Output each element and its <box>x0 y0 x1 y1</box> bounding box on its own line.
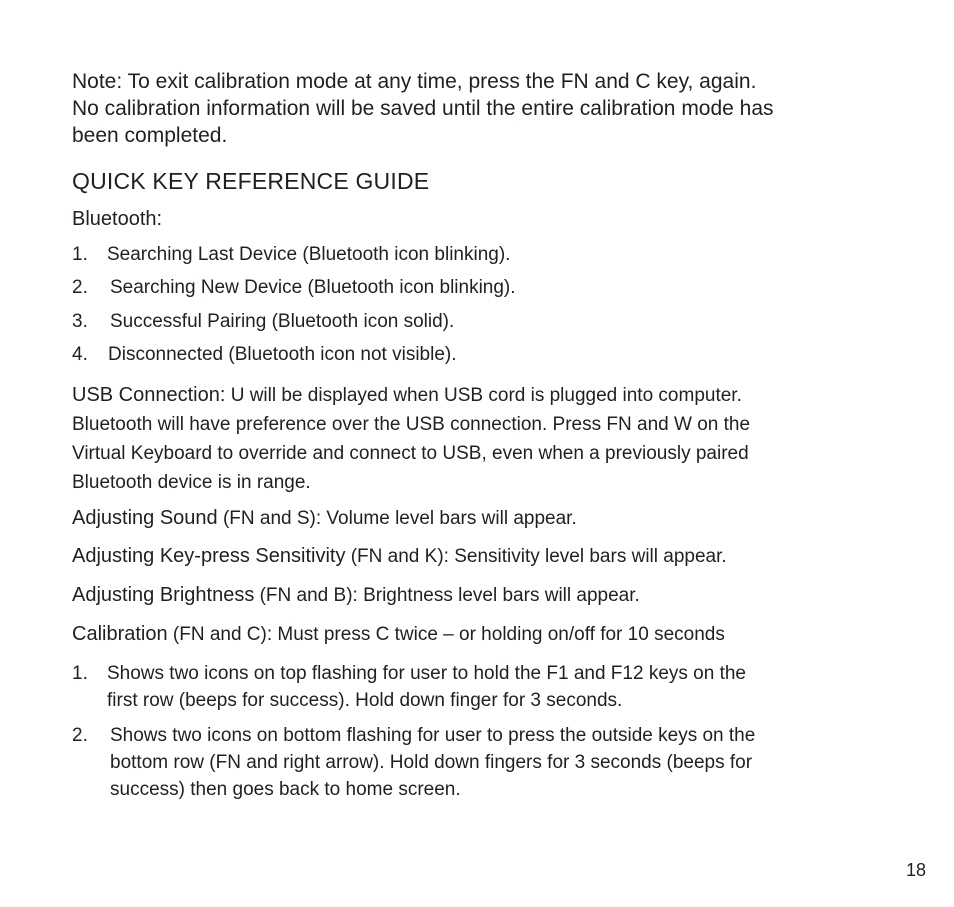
list-text <box>110 722 755 803</box>
list-text: Successful Pairing (Bluetooth icon solid). <box>110 311 455 332</box>
list-number: 2. <box>72 277 88 298</box>
list-text: Disconnected (Bluetooth icon not visible). <box>108 344 457 365</box>
list-text-line: Shows two icons on top flashing for user to hold the F1 and F12 keys on the <box>107 663 746 684</box>
brightness-text: (FN and B): Brightness level bars will appear. <box>254 585 640 606</box>
note-line: Note: To exit calibration mode at any time, press the FN and C key, again. <box>72 70 757 93</box>
brightness-entry <box>72 584 640 607</box>
usb-paragraph <box>72 381 750 497</box>
list-number: 2. <box>72 725 88 746</box>
calibration-list-item <box>72 660 746 714</box>
list-number: 1. <box>72 244 88 265</box>
usb-first-line <box>72 381 750 410</box>
usb-line: Bluetooth device is in range. <box>72 472 311 493</box>
sensitivity-text: (FN and K): Sensitivity level bars will appear. <box>345 546 727 567</box>
note-paragraph <box>72 68 774 149</box>
list-text-line: first row (beeps for success). Hold down finger for 3 seconds. <box>107 690 623 711</box>
bluetooth-list-item <box>72 244 510 266</box>
page-number: 18 <box>906 860 927 880</box>
calibration-text: (FN and C): Must press C twice – or holding on/off for 10 seconds <box>167 624 725 645</box>
bluetooth-label: Bluetooth: <box>72 208 163 230</box>
bluetooth-list-item <box>72 311 454 333</box>
list-text-line: bottom row (FN and right arrow). Hold down fingers for 3 seconds (beeps for <box>110 752 753 773</box>
calibration-list-item <box>72 722 755 803</box>
sensitivity-lead: Adjusting Key-press Sensitivity <box>72 545 346 567</box>
calibration-lead: Calibration <box>72 623 168 645</box>
usb-text: U will be displayed when USB cord is plugged into computer. <box>225 385 742 406</box>
bluetooth-list-item <box>72 277 516 299</box>
calibration-entry <box>72 623 725 646</box>
sound-entry <box>72 507 577 530</box>
note-line: No calibration information will be saved until the entire calibration mode has <box>72 97 774 120</box>
bluetooth-list-item <box>72 344 457 366</box>
note-line: been completed. <box>72 124 228 147</box>
section-heading: QUICK KEY REFERENCE GUIDE <box>72 168 430 194</box>
usb-lead: USB Connection: <box>72 384 226 406</box>
list-text <box>107 660 746 714</box>
brightness-lead: Adjusting Brightness <box>72 584 255 606</box>
list-text: Searching Last Device (Bluetooth icon blinking). <box>107 244 511 265</box>
list-number: 3. <box>72 311 88 332</box>
sensitivity-entry <box>72 545 727 568</box>
sound-text: (FN and S): Volume level bars will appear. <box>217 508 577 529</box>
list-text-line: Shows two icons on bottom flashing for user to press the outside keys on the <box>110 725 756 746</box>
list-number: 1. <box>72 663 88 684</box>
usb-line: Virtual Keyboard to override and connect to USB, even when a previously paired <box>72 443 749 464</box>
list-text-line: success) then goes back to home screen. <box>110 779 461 800</box>
usb-line: Bluetooth will have preference over the USB connection. Press FN and W on the <box>72 414 751 435</box>
list-text: Searching New Device (Bluetooth icon blinking). <box>110 277 516 298</box>
sound-lead: Adjusting Sound <box>72 507 218 529</box>
list-number: 4. <box>72 344 88 365</box>
